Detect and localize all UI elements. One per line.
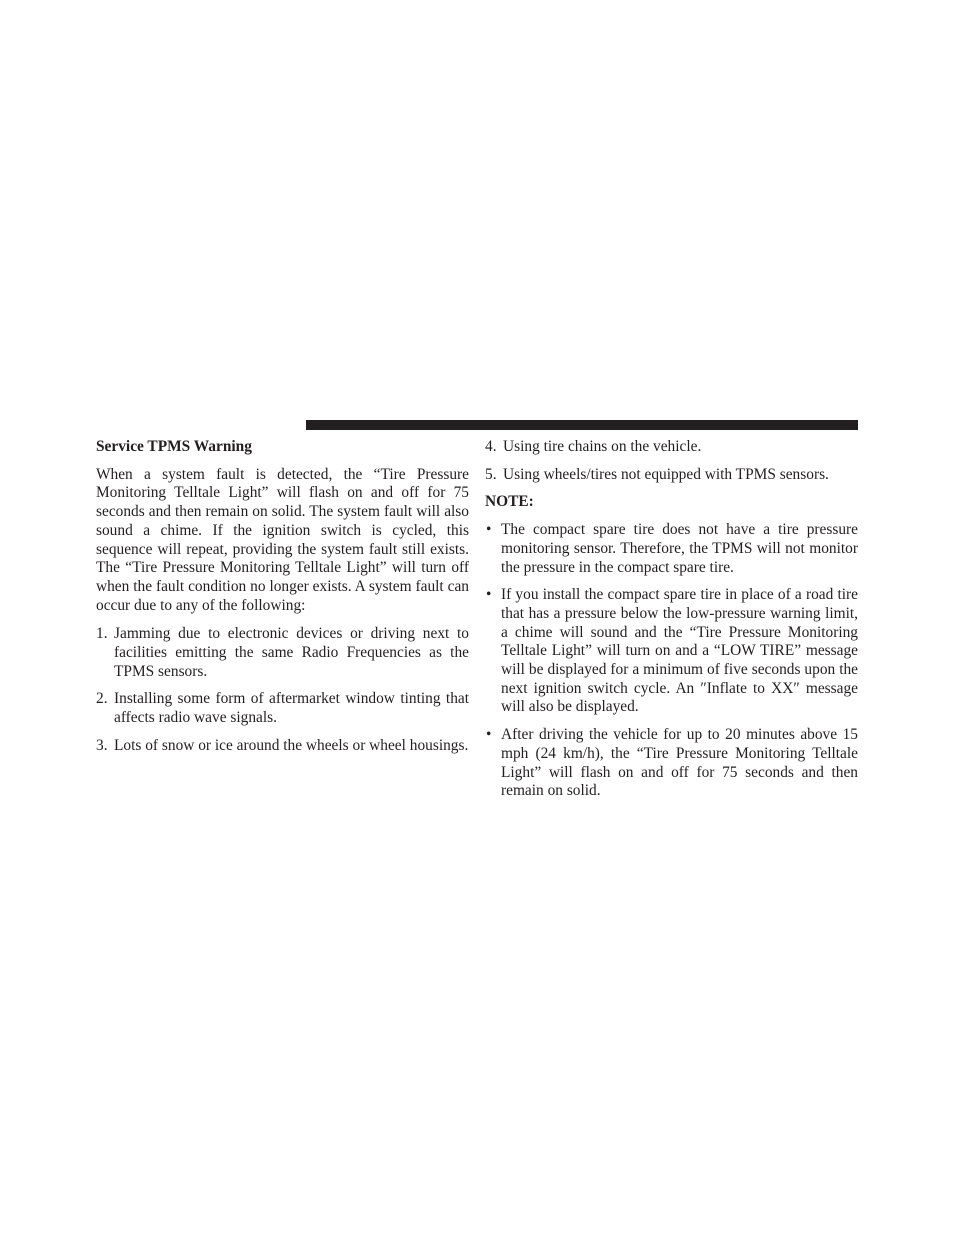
- list-item-text: Lots of snow or ice around the wheels or wheel housings.: [114, 736, 469, 754]
- list-item-text: Jamming due to electronic devices or driving next to facilities emitting the same Radio Frequencies as the TPMS sensors.: [114, 625, 469, 680]
- bullet-icon: •: [486, 521, 492, 539]
- section-header-bar: [306, 420, 858, 430]
- bullet-item: [485, 521, 858, 577]
- list-item-number: 3.: [96, 736, 108, 754]
- list-item: [485, 466, 858, 485]
- list-item: [96, 737, 469, 756]
- bullet-text: The compact spare tire does not have a tire pressure monitoring sensor. Therefore, the TPMS will not monitor the pressure in the compact spare tire.: [501, 521, 858, 576]
- fault-cause-list: [96, 625, 469, 755]
- bullet-item: [485, 726, 858, 801]
- list-item: [96, 690, 469, 727]
- list-item-text: Using tire chains on the vehicle.: [503, 438, 702, 455]
- list-item-text: Using wheels/tires not equipped with TPMS sensors.: [503, 465, 829, 483]
- list-item-text: Installing some form of aftermarket window tinting that affects radio wave signals.: [114, 690, 469, 727]
- left-column: [96, 438, 469, 765]
- bullet-icon: •: [486, 586, 492, 604]
- fault-cause-list-continued: [485, 438, 858, 484]
- bullet-icon: •: [486, 726, 492, 744]
- list-item-number: 2.: [96, 690, 108, 708]
- bullet-item: [485, 586, 858, 717]
- list-item-number: 5.: [485, 465, 497, 483]
- right-column: [485, 438, 858, 810]
- section-heading: Service TPMS Warning: [96, 438, 252, 455]
- note-bullet-list: [485, 521, 858, 801]
- list-item: [96, 625, 469, 681]
- list-item: [485, 438, 858, 457]
- note-label: NOTE:: [485, 493, 534, 511]
- list-item-number: 1.: [96, 625, 108, 643]
- bullet-text: If you install the compact spare tire in place of a road tire that has a pressure below the low-pressure warning limit, a chime will sound and the “Tire Pressure Monitoring Telltale Light” will turn on and a “LOW TIRE” message will be displayed for a minimum of five seconds upon the next ignition switch cycle. An ″Inflate to XX″ message will also be displayed.: [501, 586, 858, 716]
- bullet-text: After driving the vehicle for up to 20 minutes above 15 mph (24 km/h), the “Tire Pressure Monitoring Telltale Light” will flash on and off for 75 seconds and then remain on solid.: [501, 726, 858, 800]
- intro-paragraph: When a system fault is detected, the “Tire Pressure Monitoring Telltale Light” will flash on and off for 75 seconds and then remain on solid. The system fault will also sound a chime. If the ignition switch is cycled, this sequence will repeat, providing the system fault still exists. The “Tire Pressure Monitoring Telltale Light” will turn off when the fault condition no longer exists. A system fault can occur due to any of the following:: [96, 465, 469, 614]
- list-item-number: 4.: [485, 438, 497, 455]
